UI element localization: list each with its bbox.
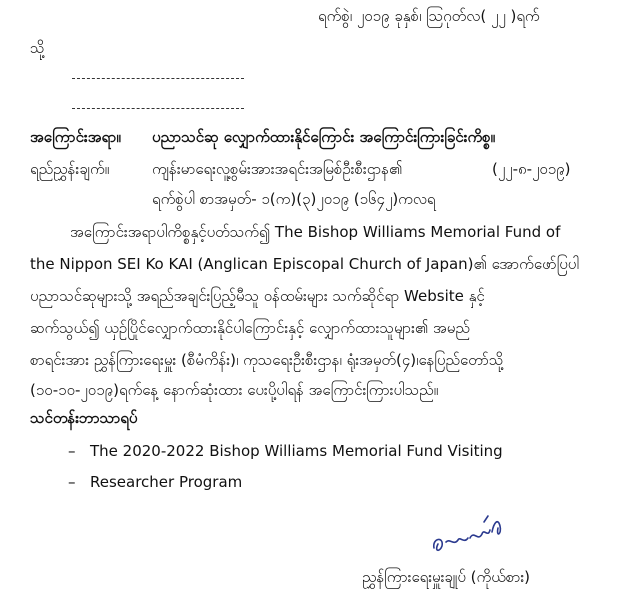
course-heading: သင်တန်းဘာသာရပ် <box>30 409 138 427</box>
body-line-5: စာရင်းအား ညွှန်ကြားရေးမှူး (စီမံကိန်း)၊ ကုသရေးဦးစီးဌာန၊ ရုံးအမှတ်(၄)၊နေပြည်တော်သို့ <box>30 351 504 369</box>
course-text: The 2020-2022 Bishop Williams Memorial Fund Visiting <box>90 442 503 460</box>
course-text: Researcher Program <box>90 473 243 491</box>
reference-line-2: ရက်စွဲပါ စာအမှတ်- ၁(က)(၃)၂၀၁၉ (၁၆၄၂)ကလရ <box>152 190 436 208</box>
reference-date: (၂၂-၈-၂၀၁၉) <box>492 160 571 178</box>
course-item <box>68 441 503 461</box>
body-line-4: ဆက်သွယ်၍ ယှဉ်ပြိုင်လျှောက်ထားနိုင်ပါကြောင်းနှင့် လျှောက်ထားသူများ၏ အမည် <box>30 319 470 337</box>
body-line-1: အကြောင်းအရာပါကိစ္စနှင့်ပတ်သက်၍ The Bishop Williams Memorial Fund of <box>70 223 561 241</box>
recipient-blank-line-2 <box>72 108 244 109</box>
subject-text: ပညာသင်ဆု လျှောက်ထားနိုင်ကြောင်း အကြောင်းကြားခြင်းကိစ္စ။ <box>152 128 496 146</box>
bullet-dash: – <box>68 473 76 491</box>
signatory-title: ညွှန်ကြားရေးမှူးချုပ် (ကိုယ်စား) <box>362 568 531 586</box>
reference-label: ရည်ညွှန်းချက်။ <box>30 160 110 178</box>
recipient-label: သို့ <box>30 39 45 57</box>
reference-line-1: ကျန်းမာရေးလူ့စွမ်းအားအရင်းအမြစ်ဦးစီးဌာန၏ <box>152 160 403 178</box>
handwritten-signature <box>428 508 508 560</box>
body-line-6: (၁၀-၁၀-၂၀၁၉)ရက်နေ့ နောက်ဆုံးထား ပေးပို့ပါရန် အကြောင်းကြားပါသည်။ <box>30 381 439 399</box>
body-line-3: ပညာသင်ဆုများသို့ အရည်အချင်းပြည့်မီသူ ဝန်ထမ်းများ သက်ဆိုင်ရာ Website နှင့် <box>30 287 485 305</box>
subject-label: အကြောင်းအရာ။ <box>30 128 121 146</box>
recipient-blank-line-1 <box>72 78 244 79</box>
course-item <box>68 472 242 492</box>
signature-text: ဝင်းလှိုင် <box>428 508 431 509</box>
date-line: ရက်စွဲ၊ ၂၀၁၉ ခုနှစ်၊ ဩဂုတ်လ( ၂၂ )ရက် <box>318 7 540 25</box>
body-line-2: the Nippon SEI Ko KAI (Anglican Episcopal Church of Japan)၏ အောက်ဖော်ပြပါ <box>30 255 579 273</box>
bullet-dash: – <box>68 442 76 460</box>
